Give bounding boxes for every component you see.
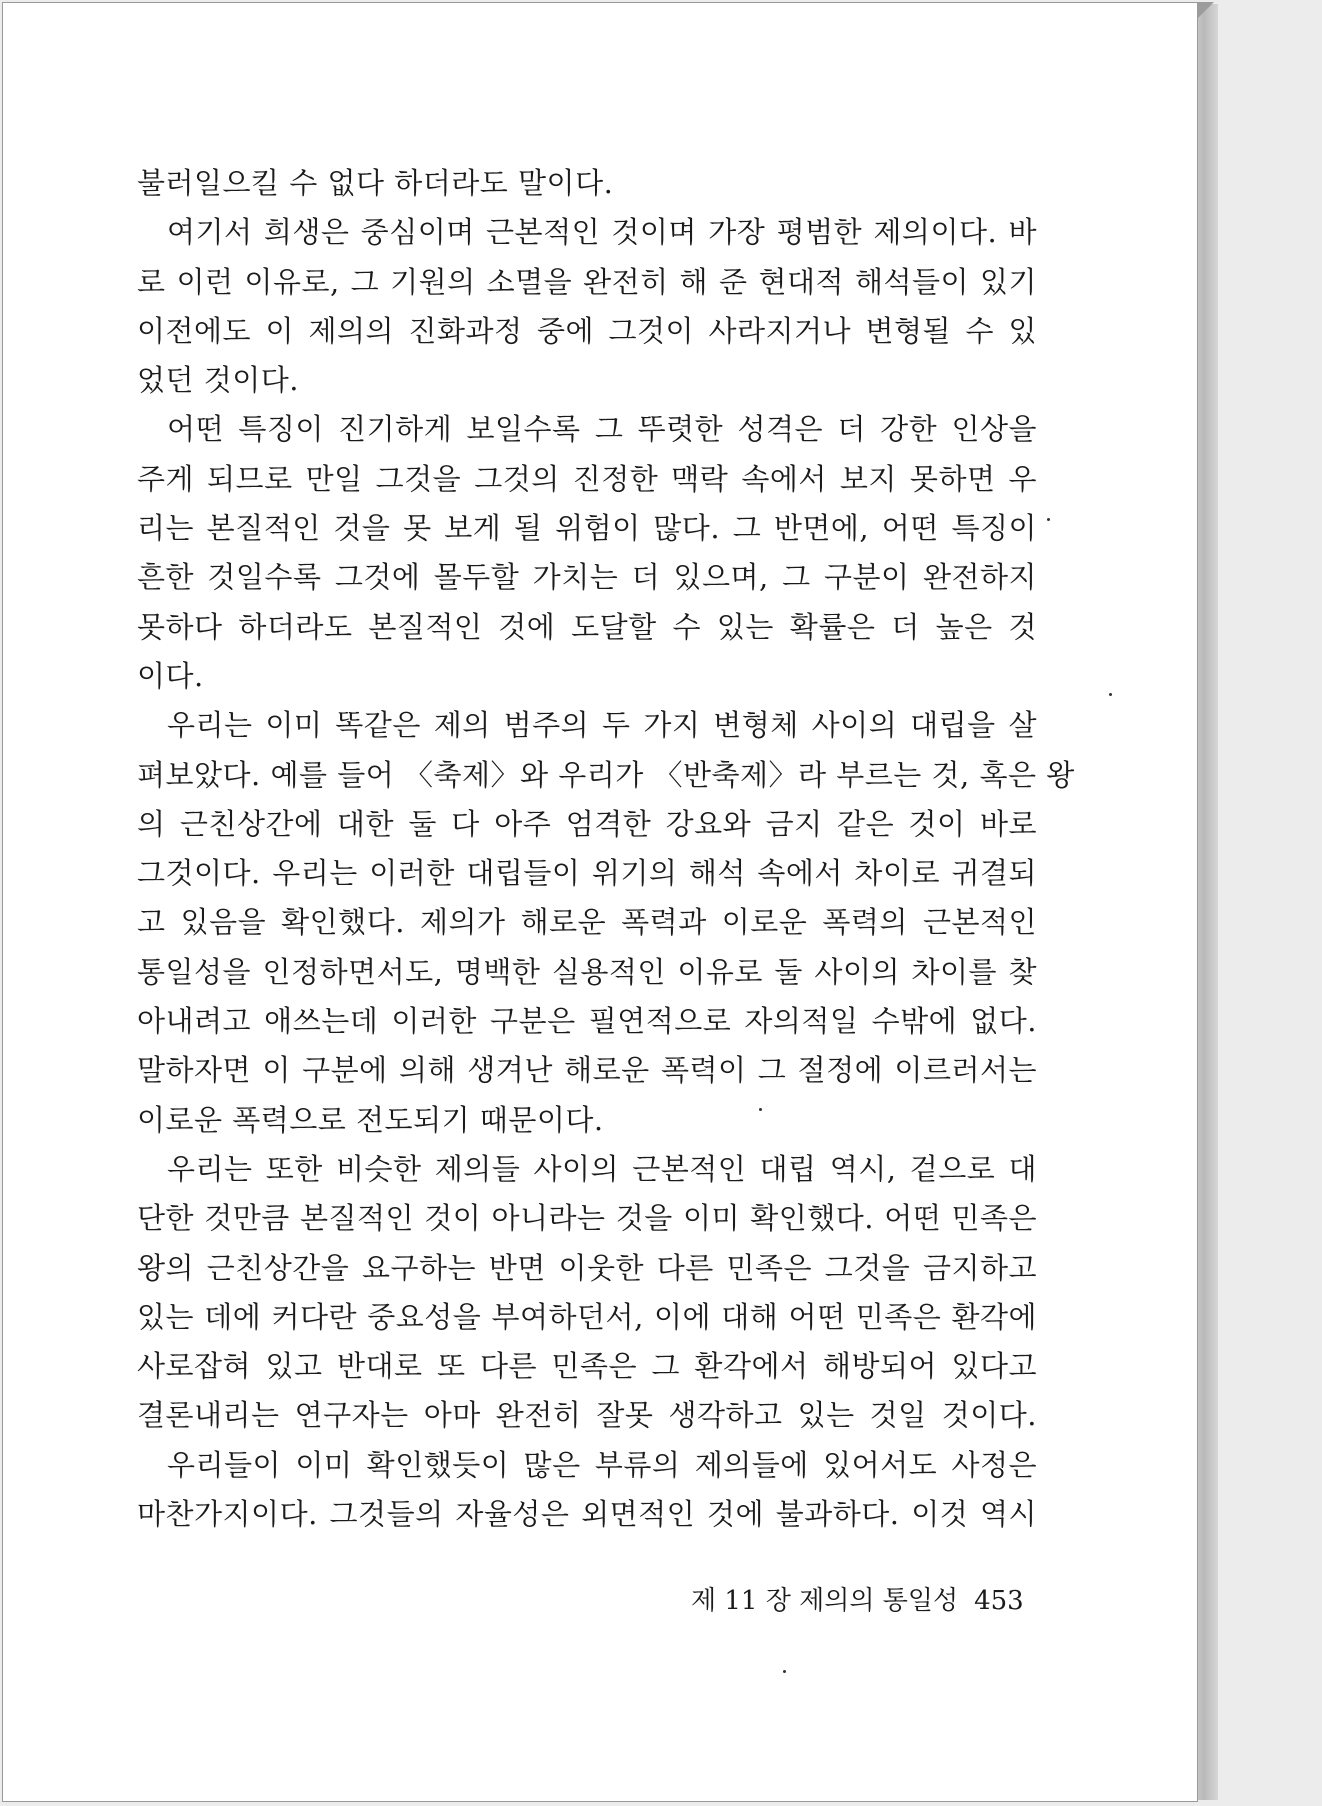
- scan-speck: [759, 1108, 762, 1111]
- text-line: 불러일으킬 수 없다 하더라도 말이다.: [137, 166, 614, 200]
- text-line: 결론내리는 연구자는 아마 완전히 잘못 생각하고 있는 것일 것이다.: [137, 1398, 1037, 1433]
- text-line: 아내려고 애쓰는데 이러한 구분은 필연적으로 자의적일 수밖에 없다.: [137, 1004, 1037, 1039]
- text-line: 리는 본질적인 것을 못 보게 될 위험이 많다. 그 반면에, 어떤 특징이: [137, 511, 1037, 546]
- scan-speck: [1109, 693, 1112, 696]
- text-line: 우리들이 이미 확인했듯이 많은 부류의 제의들에 있어서도 사정은: [167, 1447, 1037, 1482]
- text-line: 어떤 특징이 진기하게 보일수록 그 뚜렷한 성격은 더 강한 인상을: [167, 412, 1037, 447]
- body-text: [137, 159, 1075, 1539]
- text-line: 단한 것만큼 본질적인 것이 아니라는 것을 이미 확인했다. 어떤 민족은: [137, 1201, 1037, 1236]
- text-line: 로 이런 이유로, 그 기원의 소멸을 완전히 해 준 현대적 해석들이 있기: [137, 264, 1037, 299]
- text-line: 말하자면 이 구분에 의해 생겨난 해로운 폭력이 그 절정에 이르러서는: [137, 1053, 1037, 1088]
- text-line: 이다.: [137, 658, 204, 693]
- text-line: 이로운 폭력으로 전도되기 때문이다.: [137, 1102, 604, 1137]
- text-line: 못하다 하더라도 본질적인 것에 도달할 수 있는 확률은 더 높은 것: [137, 609, 1037, 644]
- text-line: 펴보았다. 예를 들어 〈축제〉와 우리가 〈반축제〉라 부르는 것, 혹은 왕: [137, 757, 1075, 792]
- text-line: 이전에도 이 제의의 진화과정 중에 그것이 사라지거나 변형될 수 있: [137, 313, 1037, 348]
- page-number: 453: [974, 1586, 1024, 1616]
- page-corner-fold: [1198, 2, 1214, 18]
- text-line: 의 근친상간에 대한 둘 다 아주 엄격한 강요와 금지 같은 것이 바로: [137, 806, 1037, 841]
- text-line: 여기서 희생은 중심이며 근본적인 것이며 가장 평범한 제의이다. 바: [167, 215, 1037, 250]
- text-line: 었던 것이다.: [137, 363, 300, 398]
- scan-speck: [783, 1670, 786, 1673]
- text-line: 고 있음을 확인했다. 제의가 해로운 폭력과 이로운 폭력의 근본적인: [137, 905, 1037, 940]
- text-line: 우리는 또한 비슷한 제의들 사이의 근본적인 대립 역시, 겉으로 대: [167, 1151, 1037, 1186]
- text-line: 우리는 이미 똑같은 제의 범주의 두 가지 변형체 사이의 대립을 살: [167, 708, 1037, 743]
- text-line: 통일성을 인정하면서도, 명백한 실용적인 이유로 둘 사이의 차이를 찾: [137, 954, 1037, 989]
- book-page: [2, 2, 1198, 1802]
- scan-speck: [1047, 518, 1050, 521]
- text-line: 마찬가지이다. 그것들의 자율성은 외면적인 것에 불과하다. 이것 역시: [137, 1497, 1037, 1532]
- chapter-title: 제 11 장 제의의 통일성: [691, 1586, 959, 1616]
- text-line: 그것이다. 우리는 이러한 대립들이 위기의 해석 속에서 차이로 귀결되: [137, 856, 1037, 891]
- running-footer: [691, 1580, 1043, 1617]
- text-line: 왕의 근친상간을 요구하는 반면 이웃한 다른 민족은 그것을 금지하고: [137, 1250, 1037, 1285]
- text-line: 있는 데에 커다란 중요성을 부여하던서, 이에 대해 어떤 민족은 환각에: [137, 1299, 1037, 1334]
- text-line: 사로잡혀 있고 반대로 또 다른 민족은 그 환각에서 해방되어 있다고: [137, 1349, 1037, 1384]
- text-line: 흔한 것일수록 그것에 몰두할 가치는 더 있으며, 그 구분이 완전하지: [137, 560, 1037, 595]
- text-line: 주게 되므로 만일 그것을 그것의 진정한 맥락 속에서 보지 못하면 우: [137, 461, 1037, 496]
